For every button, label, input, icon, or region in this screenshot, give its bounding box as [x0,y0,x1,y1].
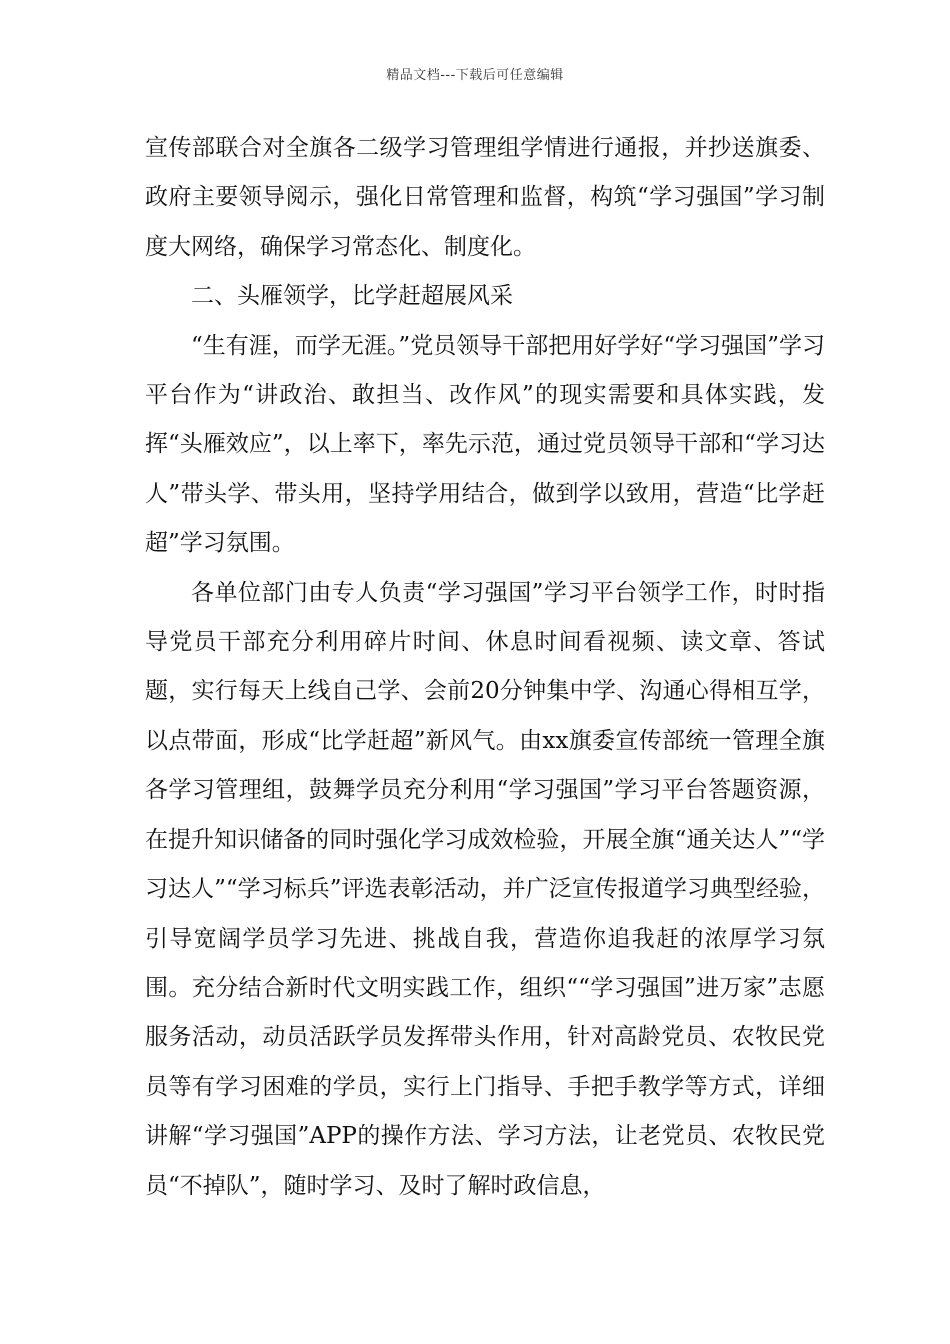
paragraph: “生有涯，而学无涯。”党员领导干部把用好学好“学习强国”学习平台作为“讲政治、敢担当、改作风”的现实需要和具体实践，发挥“头雁效应”，以上率下，率先示范，通过党员领导干部和“学习达人”带头学、带头用，坚持学用结合，做到学以致用，营造“比学赶超”学习氛围。 [145,332,825,557]
paragraph-continuation: 宣传部联合对全旗各二级学习管理组学情进行通报，并抄送旗委、政府主要领导阅示，强化日常管理和监督，构筑“学习强国”学习制度大网络，确保学习常态化、制度化。 [145,135,825,260]
page-header: 精品文档---下载后可任意编辑 [386,68,564,83]
paragraph: 各单位部门由专人负责“学习强国”学习平台领学工作，时时指导党员干部充分利用碎片时间、休息时间看视频、读文章、答试题，实行每天上线自己学、会前20分钟集中学、沟通心得相互学，以点带面，形成“比学赶超”新风气。由xx旗委宣传部统一管理全旗各学习管理组，鼓舞学员充分利用“学习强国”学习平台答题资源，在提升知识储备的同时强化学习成效检验，开展全旗“通关达人”“学习达人”“学习标兵”评选表彰活动，并广泛宣传报道学习典型经验，引导宽阔学员学习先进、挑战自我，营造你追我赶的浓厚学习氛围。充分结合新时代文明实践工作，组织““学习强国”进万家”志愿服务活动，动员活跃学员发挥带头作用，针对高龄党员、农牧民党员等有学习困难的学员，实行上门指导、手把手教学等方式，详细讲解“学习强国”APP的操作方法、学习方法，让老党员、农牧民党员“不掉队”，随时学习、及时了解时政信息， [145,579,825,1199]
section-heading: 二、头雁领学，比学赶超展风采 [191,283,513,310]
document-body [145,124,825,1211]
